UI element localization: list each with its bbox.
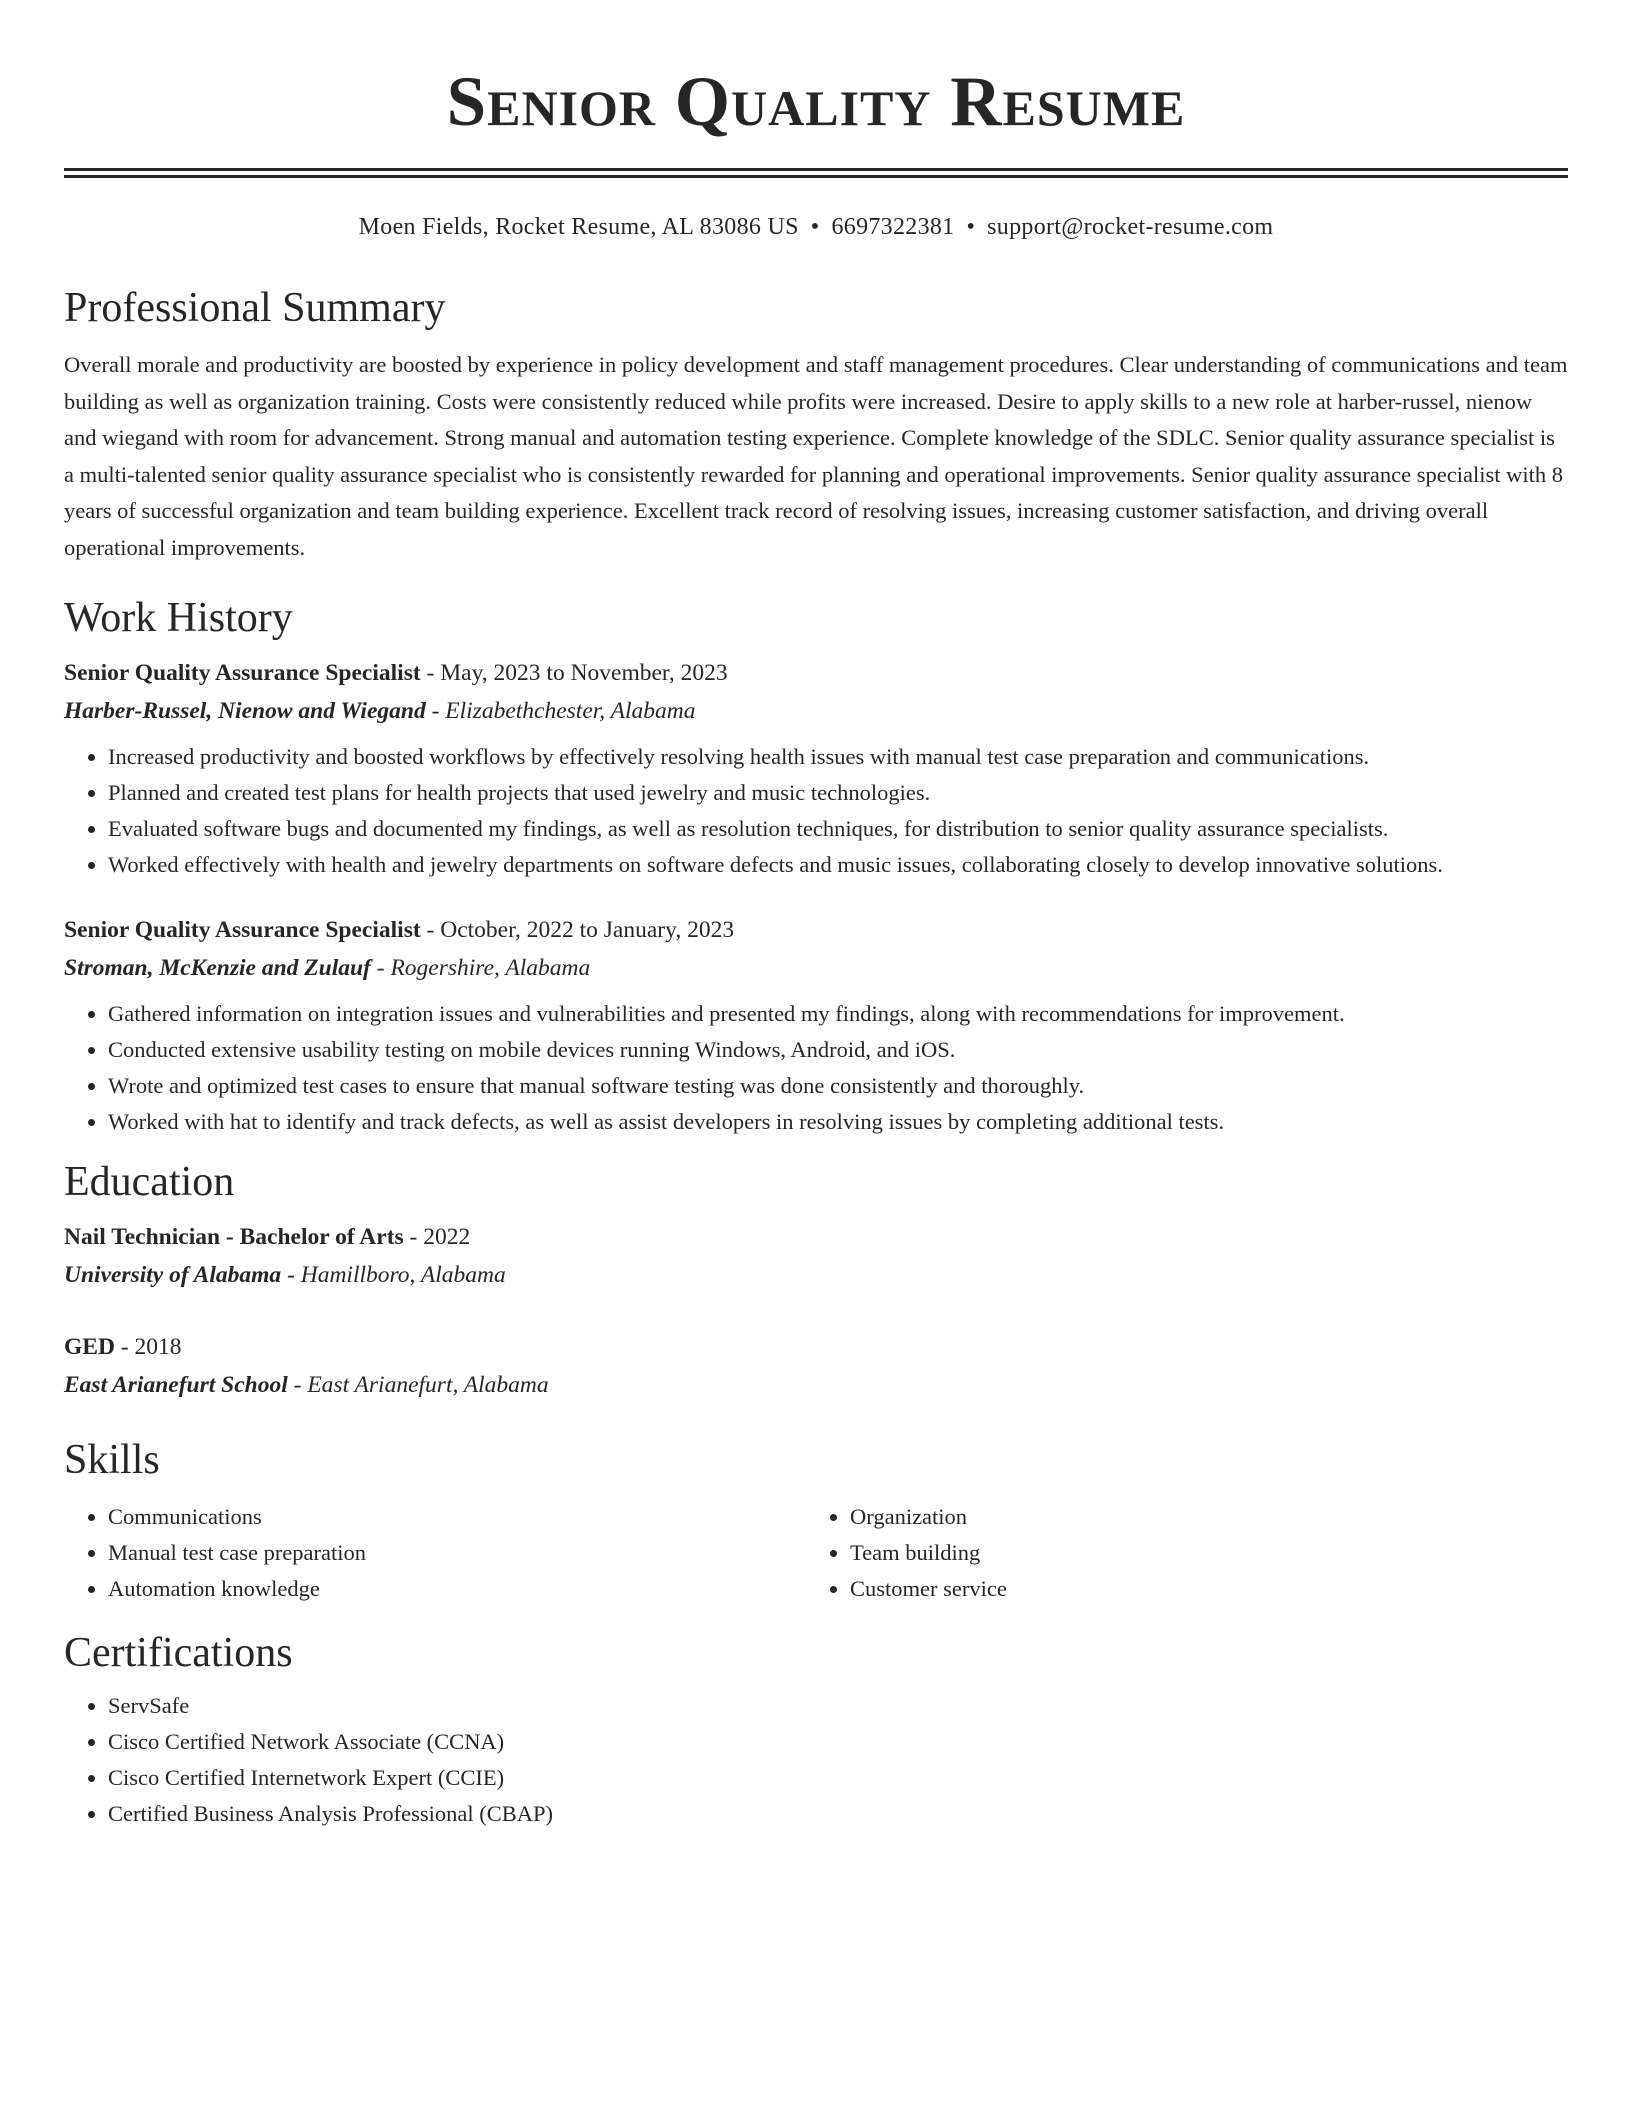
job-dates: - October, 2022 to January, 2023	[420, 917, 735, 943]
job-employer	[64, 949, 1568, 987]
section-heading-summary: Professional Summary	[64, 285, 446, 331]
education-school: University of Alabama	[64, 1262, 282, 1288]
skill-item: • Communications	[108, 1499, 806, 1535]
job-employer	[64, 692, 1568, 730]
job-header	[64, 911, 1568, 949]
job-bullets	[64, 996, 1568, 1140]
education-year: - 2022	[403, 1224, 471, 1250]
job-bullet: • Planned and created test plans for health projects that used jewelry and music technologies.	[108, 775, 1568, 811]
job-title: Senior Quality Assurance Specialist	[64, 660, 421, 686]
job-entry	[64, 911, 1568, 1140]
education-location: - Hamillboro, Alabama	[281, 1262, 506, 1288]
job-location: - Elizabethchester, Alabama	[425, 698, 696, 724]
certifications-list	[64, 1688, 1568, 1832]
title-divider-top	[64, 168, 1568, 171]
contact-separator: •	[810, 214, 820, 240]
title-divider-bottom	[64, 175, 1568, 178]
job-company: Harber-Russel, Nienow and Wiegand	[64, 698, 426, 724]
education-header	[64, 1328, 1568, 1366]
job-bullet: • Gathered information on integration issues and vulnerabilities and presented my findings, along with recommendations for improvement.	[108, 996, 1568, 1032]
section-heading-education: Education	[64, 1159, 235, 1205]
job-bullet: • Worked effectively with health and jewelry departments on software defects and music issues, collaborating closely to develop innovative solutions.	[108, 847, 1568, 883]
job-title: Senior Quality Assurance Specialist	[64, 917, 421, 943]
section-heading-skills: Skills	[64, 1437, 160, 1483]
contact-email: support@rocket-resume.com	[987, 214, 1274, 240]
job-bullets	[64, 739, 1568, 883]
job-location: - Rogershire, Alabama	[370, 955, 591, 981]
job-dates: - May, 2023 to November, 2023	[420, 660, 728, 686]
education-school: East Arianefurt School	[64, 1372, 288, 1398]
certification-item: • ServSafe	[108, 1688, 1568, 1724]
summary-text: Overall morale and productivity are boosted by experience in policy development and staff management procedures. Clear understanding of communications and team building as well as organization training. Costs were consistently reduced while profits were increased. Desire to apply skills to a new role at harber-russel, nienow and wiegand with room for advancement. Strong manual and automation testing experience. Complete knowledge of the SDLC. Senior quality assurance specialist is a multi-talented senior quality assurance specialist who is consistently rewarded for planning and operational improvements. Senior quality assurance specialist with 8 years of successful organization and team building experience. Excellent track record of resolving issues, increasing customer satisfaction, and driving overall operational improvements.	[64, 352, 1568, 560]
job-entry	[64, 654, 1568, 883]
contact-address: Moen Fields, Rocket Resume, AL 83086 US	[358, 214, 799, 240]
education-entry	[64, 1218, 1568, 1294]
job-bullet: • Worked with hat to identify and track defects, as well as assist developers in resolving issues by completing additional tests.	[108, 1104, 1568, 1140]
education-school-line	[64, 1366, 1568, 1404]
education-degree: GED	[64, 1334, 115, 1360]
education-location: - East Arianefurt, Alabama	[287, 1372, 549, 1398]
certification-item: • Certified Business Analysis Professional (CBAP)	[108, 1796, 1568, 1832]
job-company: Stroman, McKenzie and Zulauf	[64, 955, 371, 981]
skills-list-left	[64, 1499, 806, 1607]
contact-line	[64, 212, 1568, 242]
certification-item: • Cisco Certified Internetwork Expert (CCIE)	[108, 1760, 1568, 1796]
job-bullet: • Increased productivity and boosted workflows by effectively resolving health issues with manual test case preparation and communications.	[108, 739, 1568, 775]
section-heading-work-history: Work History	[64, 595, 293, 641]
certification-item: • Cisco Certified Network Associate (CCNA)	[108, 1724, 1568, 1760]
job-bullet: • Evaluated software bugs and documented my findings, as well as resolution techniques, for distribution to senior quality assurance specialists.	[108, 811, 1568, 847]
job-bullet: • Conducted extensive usability testing on mobile devices running Windows, Android, and iOS.	[108, 1032, 1568, 1068]
education-entry	[64, 1328, 1568, 1404]
education-school-line	[64, 1256, 1568, 1294]
education-year: - 2018	[114, 1334, 182, 1360]
job-header	[64, 654, 1568, 692]
skill-item: • Organization	[850, 1499, 1548, 1535]
skill-item: • Customer service	[850, 1571, 1548, 1607]
skills-list-right	[806, 1499, 1548, 1607]
skills-columns	[64, 1499, 1568, 1607]
skill-item: • Manual test case preparation	[108, 1535, 806, 1571]
section-heading-certifications: Certifications	[64, 1630, 293, 1676]
skill-item: • Team building	[850, 1535, 1548, 1571]
contact-separator: •	[966, 214, 976, 240]
education-degree: Nail Technician - Bachelor of Arts	[64, 1224, 404, 1250]
resume-title: Senior Quality Resume	[446, 63, 1186, 141]
education-header	[64, 1218, 1568, 1256]
skill-item: • Automation knowledge	[108, 1571, 806, 1607]
contact-phone: 6697322381	[831, 214, 955, 240]
job-bullet: • Wrote and optimized test cases to ensure that manual software testing was done consistently and thoroughly.	[108, 1068, 1568, 1104]
